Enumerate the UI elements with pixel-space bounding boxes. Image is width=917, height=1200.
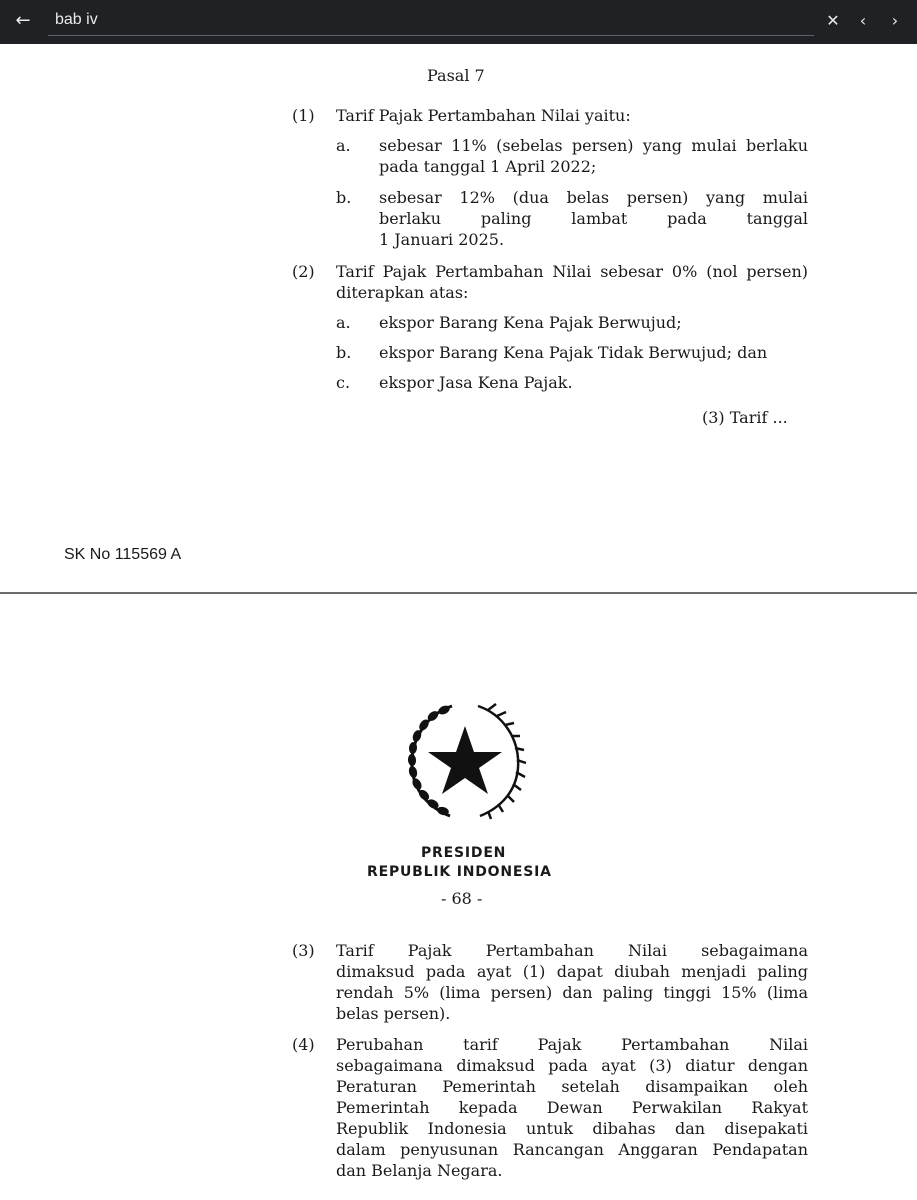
item-text: ekspor Barang Kena Pajak Tidak Berwujud; dan bbox=[379, 343, 768, 362]
ayat-line: Tarif Pajak Pertambahan Nilai sebagaimana bbox=[336, 941, 808, 960]
item-label: b. bbox=[336, 188, 352, 207]
item-label: b. bbox=[336, 343, 352, 362]
item-line: sebesar 11% (sebelas persen) yang mulai berlaku bbox=[379, 136, 808, 155]
close-icon[interactable]: ✕ bbox=[826, 11, 840, 30]
chevron-left-icon[interactable]: ‹ bbox=[859, 11, 867, 30]
continuation-text: (3) Tarif ... bbox=[702, 408, 788, 427]
ayat-line: diterapkan atas: bbox=[336, 283, 469, 302]
garuda-star-emblem bbox=[400, 702, 530, 822]
ayat-number: (3) bbox=[292, 941, 315, 960]
item-line: 1 Januari 2025. bbox=[379, 230, 505, 249]
article-title: Pasal 7 bbox=[427, 66, 485, 85]
ayat-line: rendah 5% (lima persen) dan paling tinggi 15% (lima bbox=[336, 983, 808, 1002]
ayat-line: Tarif Pajak Pertambahan Nilai sebesar 0% (nol persen) bbox=[336, 262, 808, 281]
item-line: pada tanggal 1 April 2022; bbox=[379, 157, 597, 176]
ayat-line: dalam penyusunan Rancangan Anggaran Pendapatan bbox=[336, 1140, 808, 1159]
item-line: berlaku paling lambat pada tanggal bbox=[379, 209, 808, 228]
ayat-line: dan Belanja Negara. bbox=[336, 1161, 503, 1180]
chevron-right-icon[interactable]: › bbox=[891, 11, 899, 30]
ayat-line: belas persen). bbox=[336, 1004, 451, 1023]
item-label: a. bbox=[336, 136, 351, 155]
sk-number: SK No 115569 A bbox=[64, 546, 182, 563]
ayat-line: Pemerintah kepada Dewan Perwakilan Rakyat bbox=[336, 1098, 808, 1117]
ayat-line: Republik Indonesia untuk dibahas dan disepakati bbox=[336, 1119, 808, 1138]
ayat-line: Perubahan tarif Pajak Pertambahan Nilai bbox=[336, 1035, 808, 1054]
document-page-68 bbox=[0, 594, 917, 1200]
item-text: ekspor Jasa Kena Pajak. bbox=[379, 373, 573, 392]
ayat-line: dimaksud pada ayat (1) dapat diubah menjadi paling bbox=[336, 962, 808, 981]
search-input[interactable] bbox=[48, 9, 814, 36]
search-bar bbox=[0, 0, 917, 44]
item-label: c. bbox=[336, 373, 351, 392]
search-query-text: bab iv bbox=[55, 11, 98, 28]
item-line: sebesar 12% (dua belas persen) yang mulai bbox=[379, 188, 808, 207]
heading-presiden: PRESIDEN bbox=[421, 845, 507, 861]
ayat-number: (1) bbox=[292, 106, 315, 125]
ayat-number: (2) bbox=[292, 262, 315, 281]
item-text: ekspor Barang Kena Pajak Berwujud; bbox=[379, 313, 682, 332]
item-label: a. bbox=[336, 313, 351, 332]
ayat-text: Tarif Pajak Pertambahan Nilai yaitu: bbox=[336, 106, 631, 125]
page-number: - 68 - bbox=[441, 889, 483, 908]
document-page-67 bbox=[0, 44, 917, 592]
ayat-number: (4) bbox=[292, 1035, 315, 1054]
heading-republik-indonesia: REPUBLIK INDONESIA bbox=[367, 864, 552, 880]
ayat-line: sebagaimana dimaksud pada ayat (3) diatur dengan bbox=[336, 1056, 808, 1075]
arrow-left-icon[interactable]: ← bbox=[15, 10, 31, 31]
ayat-line: Peraturan Pemerintah setelah disampaikan oleh bbox=[336, 1077, 808, 1096]
